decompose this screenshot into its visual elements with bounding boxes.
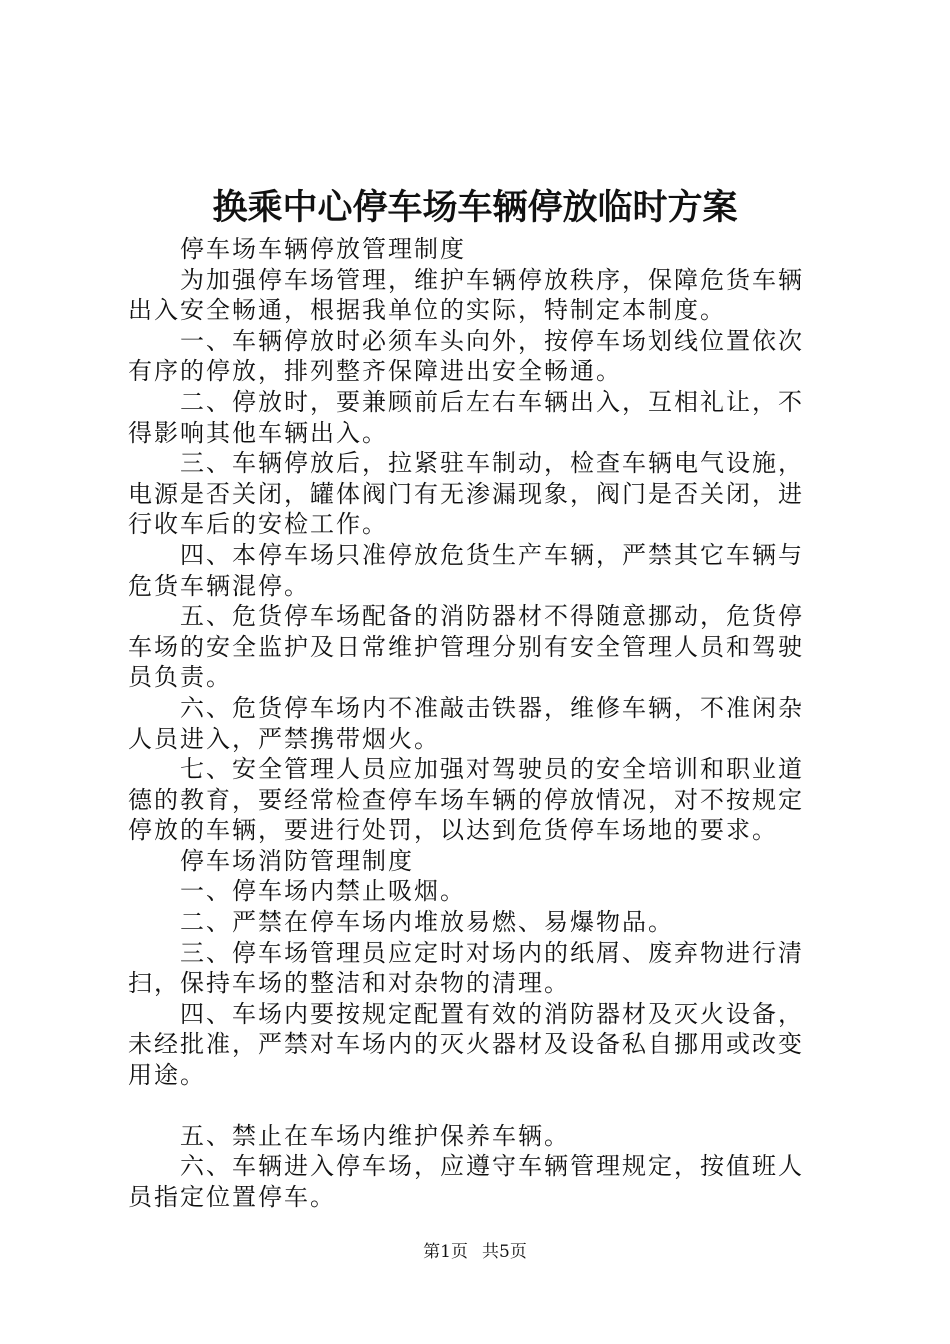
paragraph: 五、危货停车场配备的消防器材不得随意挪动，危货停车场的安全监护及日常维护管理分别有安全管理人员和驾驶员负责。 [128,602,804,692]
document-title: 换乘中心停车场车辆停放临时方案 [212,188,738,228]
paragraph: 二、严禁在停车场内堆放易燃、易爆物品。 [180,908,674,937]
section-heading: 停车场车辆停放管理制度 [180,235,466,263]
paragraph: 六、危货停车场内不准敲击铁器，维修车辆，不准闲杂人员进入，严禁携带烟火。 [128,693,804,753]
paragraph: 三、停车场管理员应定时对场内的纸屑、废弃物进行清扫，保持车场的整洁和对杂物的清理。 [128,938,804,998]
section-heading: 停车场消防管理制度 [180,846,414,875]
page-number: 第1页 [423,1242,468,1262]
paragraph: 二、停放时，要兼顾前后左右车辆出入，互相礼让，不得影响其他车辆出入。 [128,387,804,447]
page-footer [0,1240,950,1264]
paragraph: 四、车场内要按规定配置有效的消防器材及灭火设备，未经批准，严禁对车场内的灭火器材及设备私自挪用或改变用途。 [128,999,804,1090]
paragraph: 三、车辆停放后，拉紧驻车制动，检查车辆电气设施，电源是否关闭，罐体阀门有无渗漏现象，阀门是否关闭，进行收车后的安检工作。 [128,449,804,539]
document-body [128,234,828,1212]
page-total: 共5页 [482,1242,527,1262]
paragraph: 六、车辆进入停车场，应遵守车辆管理规定，按值班人员指定位置停车。 [128,1152,804,1211]
paragraph: 七、安全管理人员应加强对驾驶员的安全培训和职业道德的教育，要经常检查停车场车辆的停放情况，对不按规定停放的车辆，要进行处罚，以达到危货停车场地的要求。 [128,755,804,845]
paragraph: 一、停车场内禁止吸烟。 [180,877,466,906]
paragraph: 四、本停车场只准停放危货生产车辆，严禁其它车辆与危货车辆混停。 [128,540,804,600]
paragraph: 为加强停车场管理，维护车辆停放秩序，保障危货车辆出入安全畅通，根据我单位的实际，特制定本制度。 [128,265,804,325]
paragraph: 一、车辆停放时必须车头向外，按停车场划线位置依次有序的停放，排列整齐保障进出安全畅通。 [128,326,804,386]
paragraph: 五、禁止在车场内维护保养车辆。 [180,1121,570,1150]
